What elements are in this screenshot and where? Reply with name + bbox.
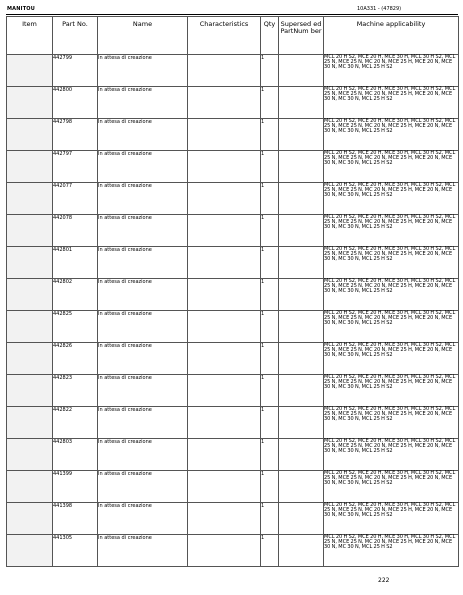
cell-item	[7, 279, 53, 311]
cell-part-no: 442826	[53, 343, 98, 375]
cell-characteristics	[188, 375, 261, 407]
cell-item	[7, 343, 53, 375]
table-row	[7, 375, 459, 407]
cell-name: In attesa di creazione	[98, 119, 188, 151]
cell-superseded	[279, 87, 324, 119]
document-reference: 10A331 - (47829)	[357, 6, 402, 12]
cell-item	[7, 119, 53, 151]
cell-characteristics	[188, 151, 261, 183]
cell-superseded	[279, 151, 324, 183]
cell-machine-applicability: MCL 20 H S2, MCE 20 H, MCE 30 H, MCL 30 H S2, MCL 25 N, MCE 25 N, MC 20 N, MCE 25 H, MCE 20 N, MCE 30 N, MC 30 N, MCL 25 H S2	[324, 535, 459, 567]
cell-superseded	[279, 503, 324, 535]
cell-item	[7, 311, 53, 343]
cell-machine-applicability: MCL 20 H S2, MCE 20 H, MCE 30 H, MCL 30 H S2, MCL 25 N, MCE 25 N, MC 20 N, MCE 25 H, MCE 20 N, MCE 30 N, MC 30 N, MCL 25 H S2	[324, 311, 459, 343]
cell-item	[7, 55, 53, 87]
cell-characteristics	[188, 119, 261, 151]
table-row	[7, 55, 459, 87]
cell-superseded	[279, 535, 324, 567]
cell-superseded	[279, 311, 324, 343]
page-number: 222	[378, 577, 390, 584]
cell-part-no: 442802	[53, 279, 98, 311]
cell-part-no: 442822	[53, 407, 98, 439]
cell-machine-applicability: MCL 20 H S2, MCE 20 H, MCE 30 H, MCL 30 H S2, MCL 25 N, MCE 25 N, MC 20 N, MCE 25 H, MCE 20 N, MCE 30 N, MC 30 N, MCL 25 H S2	[324, 119, 459, 151]
cell-machine-applicability: MCL 20 H S2, MCE 20 H, MCE 30 H, MCL 30 H S2, MCL 25 N, MCE 25 N, MC 20 N, MCE 25 H, MCE 20 N, MCE 30 N, MC 30 N, MCL 25 H S2	[324, 279, 459, 311]
cell-qty: 1	[261, 247, 279, 279]
cell-superseded	[279, 215, 324, 247]
cell-item	[7, 247, 53, 279]
cell-name: In attesa di creazione	[98, 439, 188, 471]
cell-superseded	[279, 279, 324, 311]
cell-characteristics	[188, 535, 261, 567]
cell-part-no: 442077	[53, 183, 98, 215]
cell-qty: 1	[261, 471, 279, 503]
cell-machine-applicability: MCL 20 H S2, MCE 20 H, MCE 30 H, MCL 30 H S2, MCL 25 N, MCE 25 N, MC 20 N, MCE 25 H, MCE 20 N, MCE 30 N, MC 30 N, MCL 25 H S2	[324, 407, 459, 439]
table-row	[7, 503, 459, 535]
table-row	[7, 215, 459, 247]
cell-item	[7, 87, 53, 119]
table-row	[7, 343, 459, 375]
cell-name: In attesa di creazione	[98, 55, 188, 87]
cell-name: In attesa di creazione	[98, 503, 188, 535]
cell-qty: 1	[261, 279, 279, 311]
cell-name: In attesa di creazione	[98, 279, 188, 311]
cell-item	[7, 439, 53, 471]
cell-item	[7, 151, 53, 183]
cell-machine-applicability: MCL 20 H S2, MCE 20 H, MCE 30 H, MCL 30 H S2, MCL 25 N, MCE 25 N, MC 20 N, MCE 25 H, MCE 20 N, MCE 30 N, MC 30 N, MCL 25 H S2	[324, 87, 459, 119]
column-header-part-no: Part No.	[53, 17, 98, 55]
cell-machine-applicability: MCL 20 H S2, MCE 20 H, MCE 30 H, MCL 30 H S2, MCL 25 N, MCE 25 N, MC 20 N, MCE 25 H, MCE 20 N, MCE 30 N, MC 30 N, MCL 25 H S2	[324, 215, 459, 247]
cell-characteristics	[188, 311, 261, 343]
cell-part-no: 441399	[53, 471, 98, 503]
cell-part-no: 442798	[53, 119, 98, 151]
cell-qty: 1	[261, 503, 279, 535]
cell-name: In attesa di creazione	[98, 87, 188, 119]
cell-characteristics	[188, 215, 261, 247]
column-header-name: Name	[98, 17, 188, 55]
cell-part-no: 442078	[53, 215, 98, 247]
cell-part-no: 442797	[53, 151, 98, 183]
cell-superseded	[279, 375, 324, 407]
cell-qty: 1	[261, 311, 279, 343]
cell-item	[7, 503, 53, 535]
cell-item	[7, 375, 53, 407]
cell-part-no: 442801	[53, 247, 98, 279]
cell-item	[7, 215, 53, 247]
cell-item	[7, 183, 53, 215]
table-row	[7, 247, 459, 279]
table-row	[7, 151, 459, 183]
cell-part-no: 441398	[53, 503, 98, 535]
cell-machine-applicability: MCL 20 H S2, MCE 20 H, MCE 30 H, MCL 30 H S2, MCL 25 N, MCE 25 N, MC 20 N, MCE 25 H, MCE 20 N, MCE 30 N, MC 30 N, MCL 25 H S2	[324, 151, 459, 183]
cell-machine-applicability: MCL 20 H S2, MCE 20 H, MCE 30 H, MCL 30 H S2, MCL 25 N, MCE 25 N, MC 20 N, MCE 25 H, MCE 20 N, MCE 30 N, MC 30 N, MCL 25 H S2	[324, 503, 459, 535]
column-header-machine-applicability: Machine applicability	[324, 17, 459, 55]
table-row	[7, 407, 459, 439]
table-row	[7, 119, 459, 151]
table-row	[7, 471, 459, 503]
table-row	[7, 279, 459, 311]
cell-characteristics	[188, 503, 261, 535]
cell-superseded	[279, 343, 324, 375]
column-header-characteristics: Characteristics	[188, 17, 261, 55]
cell-part-no: 442825	[53, 311, 98, 343]
cell-superseded	[279, 247, 324, 279]
table-row	[7, 183, 459, 215]
cell-qty: 1	[261, 55, 279, 87]
cell-machine-applicability: MCL 20 H S2, MCE 20 H, MCE 30 H, MCL 30 H S2, MCL 25 N, MCE 25 N, MC 20 N, MCE 25 H, MCE 20 N, MCE 30 N, MC 30 N, MCL 25 H S2	[324, 183, 459, 215]
table-header-row	[7, 17, 459, 55]
cell-machine-applicability: MCL 20 H S2, MCE 20 H, MCE 30 H, MCL 30 H S2, MCL 25 N, MCE 25 N, MC 20 N, MCE 25 H, MCE 20 N, MCE 30 N, MC 30 N, MCL 25 H S2	[324, 343, 459, 375]
cell-qty: 1	[261, 343, 279, 375]
cell-qty: 1	[261, 535, 279, 567]
cell-characteristics	[188, 407, 261, 439]
cell-characteristics	[188, 439, 261, 471]
cell-superseded	[279, 471, 324, 503]
cell-name: In attesa di creazione	[98, 471, 188, 503]
cell-qty: 1	[261, 439, 279, 471]
cell-qty: 1	[261, 215, 279, 247]
cell-name: In attesa di creazione	[98, 215, 188, 247]
cell-part-no: 441305	[53, 535, 98, 567]
cell-machine-applicability: MCL 20 H S2, MCE 20 H, MCE 30 H, MCL 30 H S2, MCL 25 N, MCE 25 N, MC 20 N, MCE 25 H, MCE 20 N, MCE 30 N, MC 30 N, MCL 25 H S2	[324, 55, 459, 87]
cell-characteristics	[188, 279, 261, 311]
table-row	[7, 311, 459, 343]
cell-machine-applicability: MCL 20 H S2, MCE 20 H, MCE 30 H, MCL 30 H S2, MCL 25 N, MCE 25 N, MC 20 N, MCE 25 H, MCE 20 N, MCE 30 N, MC 30 N, MCL 25 H S2	[324, 247, 459, 279]
header-divider	[6, 14, 458, 15]
table-row	[7, 87, 459, 119]
column-header-qty: Qty	[261, 17, 279, 55]
cell-name: In attesa di creazione	[98, 343, 188, 375]
cell-qty: 1	[261, 407, 279, 439]
cell-machine-applicability: MCL 20 H S2, MCE 20 H, MCE 30 H, MCL 30 H S2, MCL 25 N, MCE 25 N, MC 20 N, MCE 25 H, MCE 20 N, MCE 30 N, MC 30 N, MCL 25 H S2	[324, 375, 459, 407]
table-body	[7, 55, 459, 567]
table-row	[7, 439, 459, 471]
cell-name: In attesa di creazione	[98, 247, 188, 279]
cell-characteristics	[188, 87, 261, 119]
cell-part-no: 442803	[53, 439, 98, 471]
cell-characteristics	[188, 55, 261, 87]
parts-table	[6, 16, 459, 567]
cell-name: In attesa di creazione	[98, 311, 188, 343]
cell-characteristics	[188, 471, 261, 503]
cell-qty: 1	[261, 151, 279, 183]
cell-qty: 1	[261, 183, 279, 215]
cell-superseded	[279, 183, 324, 215]
cell-name: In attesa di creazione	[98, 151, 188, 183]
cell-item	[7, 407, 53, 439]
brand-name: MANITOU	[7, 6, 36, 12]
cell-item	[7, 535, 53, 567]
cell-qty: 1	[261, 87, 279, 119]
cell-machine-applicability: MCL 20 H S2, MCE 20 H, MCE 30 H, MCL 30 H S2, MCL 25 N, MCE 25 N, MC 20 N, MCE 25 H, MCE 20 N, MCE 30 N, MC 30 N, MCL 25 H S2	[324, 439, 459, 471]
cell-item	[7, 471, 53, 503]
cell-superseded	[279, 55, 324, 87]
cell-superseded	[279, 407, 324, 439]
column-header-superseded: Supersed ed PartNum ber	[279, 17, 324, 55]
cell-qty: 1	[261, 375, 279, 407]
cell-machine-applicability: MCL 20 H S2, MCE 20 H, MCE 30 H, MCL 30 H S2, MCL 25 N, MCE 25 N, MC 20 N, MCE 25 H, MCE 20 N, MCE 30 N, MC 30 N, MCL 25 H S2	[324, 471, 459, 503]
table-row	[7, 535, 459, 567]
cell-qty: 1	[261, 119, 279, 151]
cell-part-no: 442823	[53, 375, 98, 407]
cell-name: In attesa di creazione	[98, 375, 188, 407]
cell-superseded	[279, 439, 324, 471]
cell-characteristics	[188, 343, 261, 375]
column-header-item: Item	[7, 17, 53, 55]
cell-name: In attesa di creazione	[98, 535, 188, 567]
cell-name: In attesa di creazione	[98, 407, 188, 439]
cell-part-no: 442799	[53, 55, 98, 87]
cell-characteristics	[188, 247, 261, 279]
cell-name: In attesa di creazione	[98, 183, 188, 215]
cell-superseded	[279, 119, 324, 151]
cell-characteristics	[188, 183, 261, 215]
cell-part-no: 442800	[53, 87, 98, 119]
